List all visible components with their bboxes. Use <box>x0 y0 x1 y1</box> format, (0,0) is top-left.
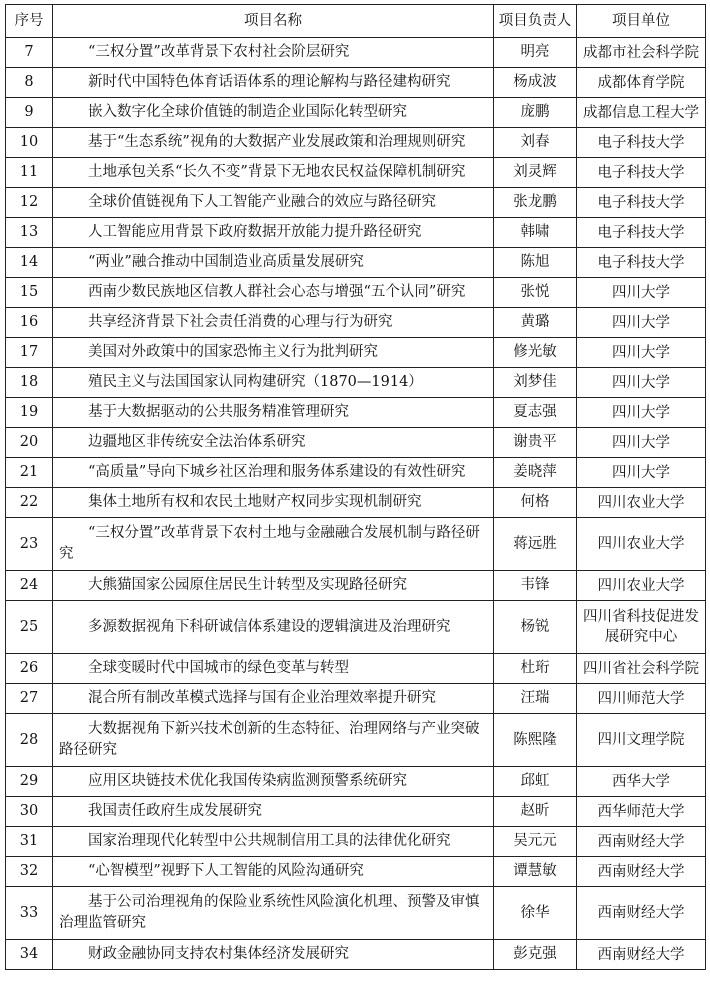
cell-project-lead: 杜珩 <box>494 654 577 684</box>
cell-project-unit: 四川大学 <box>577 308 706 338</box>
cell-project-name: 人工智能应用背景下政府数据开放能力提升路径研究 <box>53 218 494 248</box>
cell-project-lead: 刘春 <box>494 128 577 158</box>
cell-project-lead: 夏志强 <box>494 398 577 428</box>
table-row <box>6 458 706 488</box>
table-row <box>6 398 706 428</box>
cell-project-lead: 何格 <box>494 488 577 518</box>
cell-project-lead: 庞鹏 <box>494 98 577 128</box>
cell-project-unit: 电子科技大学 <box>577 248 706 278</box>
cell-project-lead: 张悦 <box>494 278 577 308</box>
cell-project-unit: 四川大学 <box>577 368 706 398</box>
cell-no: 31 <box>6 827 53 857</box>
table-row <box>6 797 706 827</box>
cell-no: 26 <box>6 654 53 684</box>
cell-project-lead: 韦锋 <box>494 571 577 601</box>
cell-project-name: “高质量”导向下城乡社区治理和服务体系建设的有效性研究 <box>53 458 494 488</box>
table-row <box>6 940 706 970</box>
cell-no: 8 <box>6 68 53 98</box>
cell-project-unit: 四川农业大学 <box>577 571 706 601</box>
cell-project-name: 国家治理现代化转型中公共规制信用工具的法律优化研究 <box>53 827 494 857</box>
cell-project-name: 边疆地区非传统安全法治体系研究 <box>53 428 494 458</box>
cell-no: 34 <box>6 940 53 970</box>
header-no: 序号 <box>6 5 53 38</box>
cell-project-lead: 蒋远胜 <box>494 518 577 571</box>
table-body <box>6 38 706 970</box>
cell-project-lead: 黄璐 <box>494 308 577 338</box>
cell-project-name: 财政金融协同支持农村集体经济发展研究 <box>53 940 494 970</box>
table-row <box>6 128 706 158</box>
table-row <box>6 601 706 654</box>
cell-project-name: 新时代中国特色体育话语体系的理论解构与路径建构研究 <box>53 68 494 98</box>
cell-project-lead: 谢贵平 <box>494 428 577 458</box>
cell-project-unit: 电子科技大学 <box>577 158 706 188</box>
cell-no: 9 <box>6 98 53 128</box>
cell-no: 33 <box>6 887 53 940</box>
cell-project-unit: 西南财经大学 <box>577 887 706 940</box>
cell-project-name: 大熊猫国家公园原住居民生计转型及实现路径研究 <box>53 571 494 601</box>
cell-no: 24 <box>6 571 53 601</box>
cell-project-name: 西南少数民族地区信教人群社会心态与增强“五个认同”研究 <box>53 278 494 308</box>
project-table <box>5 4 706 970</box>
cell-project-name: 集体土地所有权和农民土地财产权同步实现机制研究 <box>53 488 494 518</box>
table-row <box>6 68 706 98</box>
table-header <box>6 5 706 38</box>
cell-project-lead: 姜晓萍 <box>494 458 577 488</box>
cell-project-unit: 四川农业大学 <box>577 518 706 571</box>
cell-project-lead: 明亮 <box>494 38 577 68</box>
table-row <box>6 684 706 714</box>
cell-no: 7 <box>6 38 53 68</box>
cell-no: 20 <box>6 428 53 458</box>
cell-project-name: 混合所有制改革模式选择与国有企业治理效率提升研究 <box>53 684 494 714</box>
cell-project-unit: 四川大学 <box>577 428 706 458</box>
header-name: 项目名称 <box>53 5 494 38</box>
cell-project-lead: 汪瑞 <box>494 684 577 714</box>
table-row <box>6 308 706 338</box>
cell-project-name: 共享经济背景下社会责任消费的心理与行为研究 <box>53 308 494 338</box>
cell-project-lead: 彭克强 <box>494 940 577 970</box>
table-row <box>6 887 706 940</box>
cell-project-unit: 四川省科技促进发展研究中心 <box>577 601 706 654</box>
table-row <box>6 571 706 601</box>
cell-project-name: 基于公司治理视角的保险业系统性风险演化机理、预警及审慎治理监管研究 <box>53 887 494 940</box>
table-row <box>6 368 706 398</box>
cell-project-lead: 刘梦佳 <box>494 368 577 398</box>
cell-project-unit: 西华师范大学 <box>577 797 706 827</box>
cell-project-name: 多源数据视角下科研诚信体系建设的逻辑演进及治理研究 <box>53 601 494 654</box>
cell-project-name: 我国责任政府生成发展研究 <box>53 797 494 827</box>
cell-project-unit: 四川大学 <box>577 278 706 308</box>
cell-project-unit: 成都体育学院 <box>577 68 706 98</box>
table-row <box>6 158 706 188</box>
cell-project-unit: 西南财经大学 <box>577 857 706 887</box>
cell-project-unit: 电子科技大学 <box>577 128 706 158</box>
cell-project-unit: 电子科技大学 <box>577 188 706 218</box>
table-row <box>6 857 706 887</box>
cell-project-unit: 四川大学 <box>577 398 706 428</box>
cell-no: 17 <box>6 338 53 368</box>
cell-project-unit: 西南财经大学 <box>577 827 706 857</box>
cell-project-lead: 邱虹 <box>494 767 577 797</box>
cell-project-unit: 四川大学 <box>577 458 706 488</box>
cell-no: 28 <box>6 714 53 767</box>
cell-project-name: 嵌入数字化全球价值链的制造企业国际化转型研究 <box>53 98 494 128</box>
cell-project-name: 殖民主义与法国国家认同构建研究（1870—1914） <box>53 368 494 398</box>
cell-no: 21 <box>6 458 53 488</box>
cell-project-unit: 四川农业大学 <box>577 488 706 518</box>
cell-no: 16 <box>6 308 53 338</box>
cell-project-name: “三权分置”改革背景下农村土地与金融融合发展机制与路径研究 <box>53 518 494 571</box>
table-row <box>6 428 706 458</box>
cell-no: 10 <box>6 128 53 158</box>
cell-project-unit: 成都信息工程大学 <box>577 98 706 128</box>
cell-no: 19 <box>6 398 53 428</box>
cell-project-name: 基于大数据驱动的公共服务精准管理研究 <box>53 398 494 428</box>
cell-project-name: “心智模型”视野下人工智能的风险沟通研究 <box>53 857 494 887</box>
cell-project-name: “三权分置”改革背景下农村社会阶层研究 <box>53 38 494 68</box>
cell-project-unit: 四川文理学院 <box>577 714 706 767</box>
table-row <box>6 518 706 571</box>
cell-project-unit: 四川大学 <box>577 338 706 368</box>
table-row <box>6 338 706 368</box>
cell-project-unit: 西华大学 <box>577 767 706 797</box>
cell-no: 30 <box>6 797 53 827</box>
cell-no: 15 <box>6 278 53 308</box>
table-row <box>6 827 706 857</box>
cell-project-lead: 谭慧敏 <box>494 857 577 887</box>
cell-project-name: “两业”融合推动中国制造业高质量发展研究 <box>53 248 494 278</box>
cell-project-name: 基于“生态系统”视角的大数据产业发展政策和治理规则研究 <box>53 128 494 158</box>
cell-project-name: 全球变暖时代中国城市的绿色变革与转型 <box>53 654 494 684</box>
cell-project-lead: 修光敏 <box>494 338 577 368</box>
cell-project-name: 美国对外政策中的国家恐怖主义行为批判研究 <box>53 338 494 368</box>
cell-project-unit: 四川省社会科学院 <box>577 654 706 684</box>
cell-project-unit: 西南财经大学 <box>577 940 706 970</box>
cell-project-lead: 陈熙隆 <box>494 714 577 767</box>
cell-project-lead: 杨成波 <box>494 68 577 98</box>
cell-no: 18 <box>6 368 53 398</box>
cell-project-lead: 刘灵辉 <box>494 158 577 188</box>
cell-no: 11 <box>6 158 53 188</box>
cell-project-lead: 徐华 <box>494 887 577 940</box>
cell-project-name: 大数据视角下新兴技术创新的生态特征、治理网络与产业突破路径研究 <box>53 714 494 767</box>
table-row <box>6 188 706 218</box>
cell-no: 25 <box>6 601 53 654</box>
header-unit: 项目单位 <box>577 5 706 38</box>
cell-project-lead: 张龙鹏 <box>494 188 577 218</box>
cell-project-name: 全球价值链视角下人工智能产业融合的效应与路径研究 <box>53 188 494 218</box>
cell-project-lead: 韩啸 <box>494 218 577 248</box>
cell-no: 23 <box>6 518 53 571</box>
cell-no: 12 <box>6 188 53 218</box>
header-row <box>6 5 706 38</box>
cell-project-lead: 赵昕 <box>494 797 577 827</box>
table-row <box>6 248 706 278</box>
table-row <box>6 488 706 518</box>
cell-project-name: 应用区块链技术优化我国传染病监测预警系统研究 <box>53 767 494 797</box>
cell-project-unit: 电子科技大学 <box>577 218 706 248</box>
cell-project-lead: 陈旭 <box>494 248 577 278</box>
cell-no: 13 <box>6 218 53 248</box>
cell-project-name: 土地承包关系“长久不变”背景下无地农民权益保障机制研究 <box>53 158 494 188</box>
header-lead: 项目负责人 <box>494 5 577 38</box>
cell-project-unit: 四川师范大学 <box>577 684 706 714</box>
cell-project-lead: 吴元元 <box>494 827 577 857</box>
table-row <box>6 767 706 797</box>
table-row <box>6 38 706 68</box>
cell-project-lead: 杨锐 <box>494 601 577 654</box>
cell-no: 14 <box>6 248 53 278</box>
cell-project-unit: 成都市社会科学院 <box>577 38 706 68</box>
cell-no: 29 <box>6 767 53 797</box>
cell-no: 27 <box>6 684 53 714</box>
table-row <box>6 714 706 767</box>
table-row <box>6 218 706 248</box>
table-row <box>6 98 706 128</box>
cell-no: 32 <box>6 857 53 887</box>
cell-no: 22 <box>6 488 53 518</box>
table-row <box>6 278 706 308</box>
table-row <box>6 654 706 684</box>
